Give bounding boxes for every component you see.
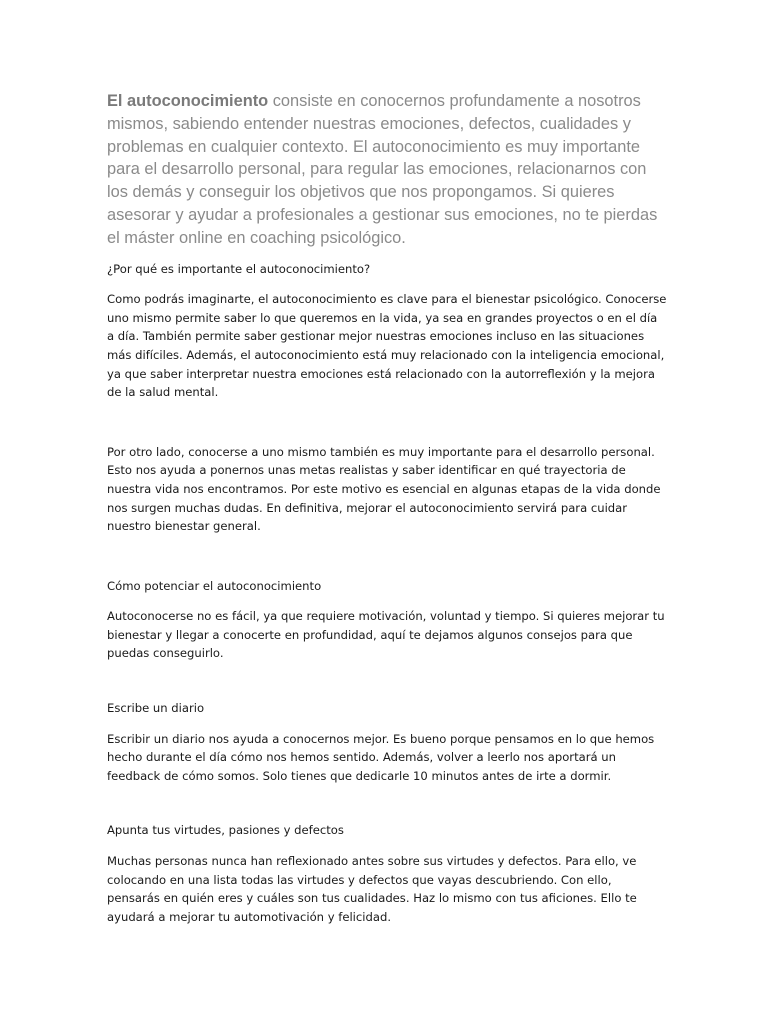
enhance-paragraph: Autoconocerse no es fácil, ya que requiere motivación, voluntad y tiempo. Si quieres mejorar tu bienestar y llegar a conocerte en profundidad, aquí te dejamos algunos consejos para que puedas conseguirlo. (107, 609, 665, 661)
importance-paragraph-2: Por otro lado, conocerse a uno mismo también es muy importante para el desarrollo personal. Esto nos ayuda a ponernos unas metas realistas y saber identificar en qué trayectoria de nuestra vida nos encontramos. Por este motivo es esencial en algunas etapas de la vida donde nos surgen muchas dudas. En definitiva, mejorar el autoconocimiento servirá para cuidar nuestro bienestar general. (107, 444, 661, 534)
section-heading-enhance: Cómo potenciar el autoconocimiento (107, 578, 322, 593)
section-heading-diary: Escribe un diario (107, 701, 205, 716)
intro-lead: El autoconocimiento (107, 92, 269, 110)
intro-text: consiste en conocernos profundamente a nosotros mismos, sabiendo entender nuestras emociones, defectos, cualidades y problemas en cualquier contexto. El autoconocimiento es muy importante para el desarrollo personal, para regular las emociones, relacionarnos con los demás y conseguir los objetivos que nos propongamos. Si quieres asesorar y ayudar a profesionales a gestionar sus emociones, no te pierdas el máster online en coaching psicológico. (107, 92, 658, 247)
importance-paragraph-1: Como podrás imaginarte, el autoconocimiento es clave para el bienestar psicológico. Conocerse uno mismo permite saber lo que queremos en la vida, ya sea en grandes proyectos o en el día a día. También permite saber gestionar mejor nuestras emociones incluso en las situaciones más difíciles. Además, el autoconocimiento está muy relacionado con la inteligencia emocional, ya que saber interpretar nuestra emociones está relacionado con la autorreflexión y la mejora de la salud mental. (107, 292, 667, 400)
virtues-paragraph: Muchas personas nunca han reflexionado antes sobre sus virtudes y defectos. Para ello, ve colocando en una lista todas las virtudes y defectos que vayas descubriendo. Con ello, pensarás en quién eres y cuáles son tus cualidades. Haz lo mismo con tus aficiones. Ello te ayudará a mejorar tu automotivación y felicidad. (107, 854, 637, 924)
intro-paragraph (107, 90, 667, 250)
diary-paragraph: Escribir un diario nos ayuda a conocernos mejor. Es bueno porque pensamos en lo que hemos hecho durante el día cómo nos hemos sentido. Además, volver a leerlo nos aportará un feedback de cómo somos. Solo tienes que dedicarle 10 minutos antes de irte a dormir. (107, 731, 655, 783)
section-heading-importance: ¿Por qué es importante el autoconocimiento? (107, 261, 371, 276)
section-heading-virtues: Apunta tus virtudes, pasiones y defectos (107, 823, 344, 838)
document-page (107, 90, 667, 967)
